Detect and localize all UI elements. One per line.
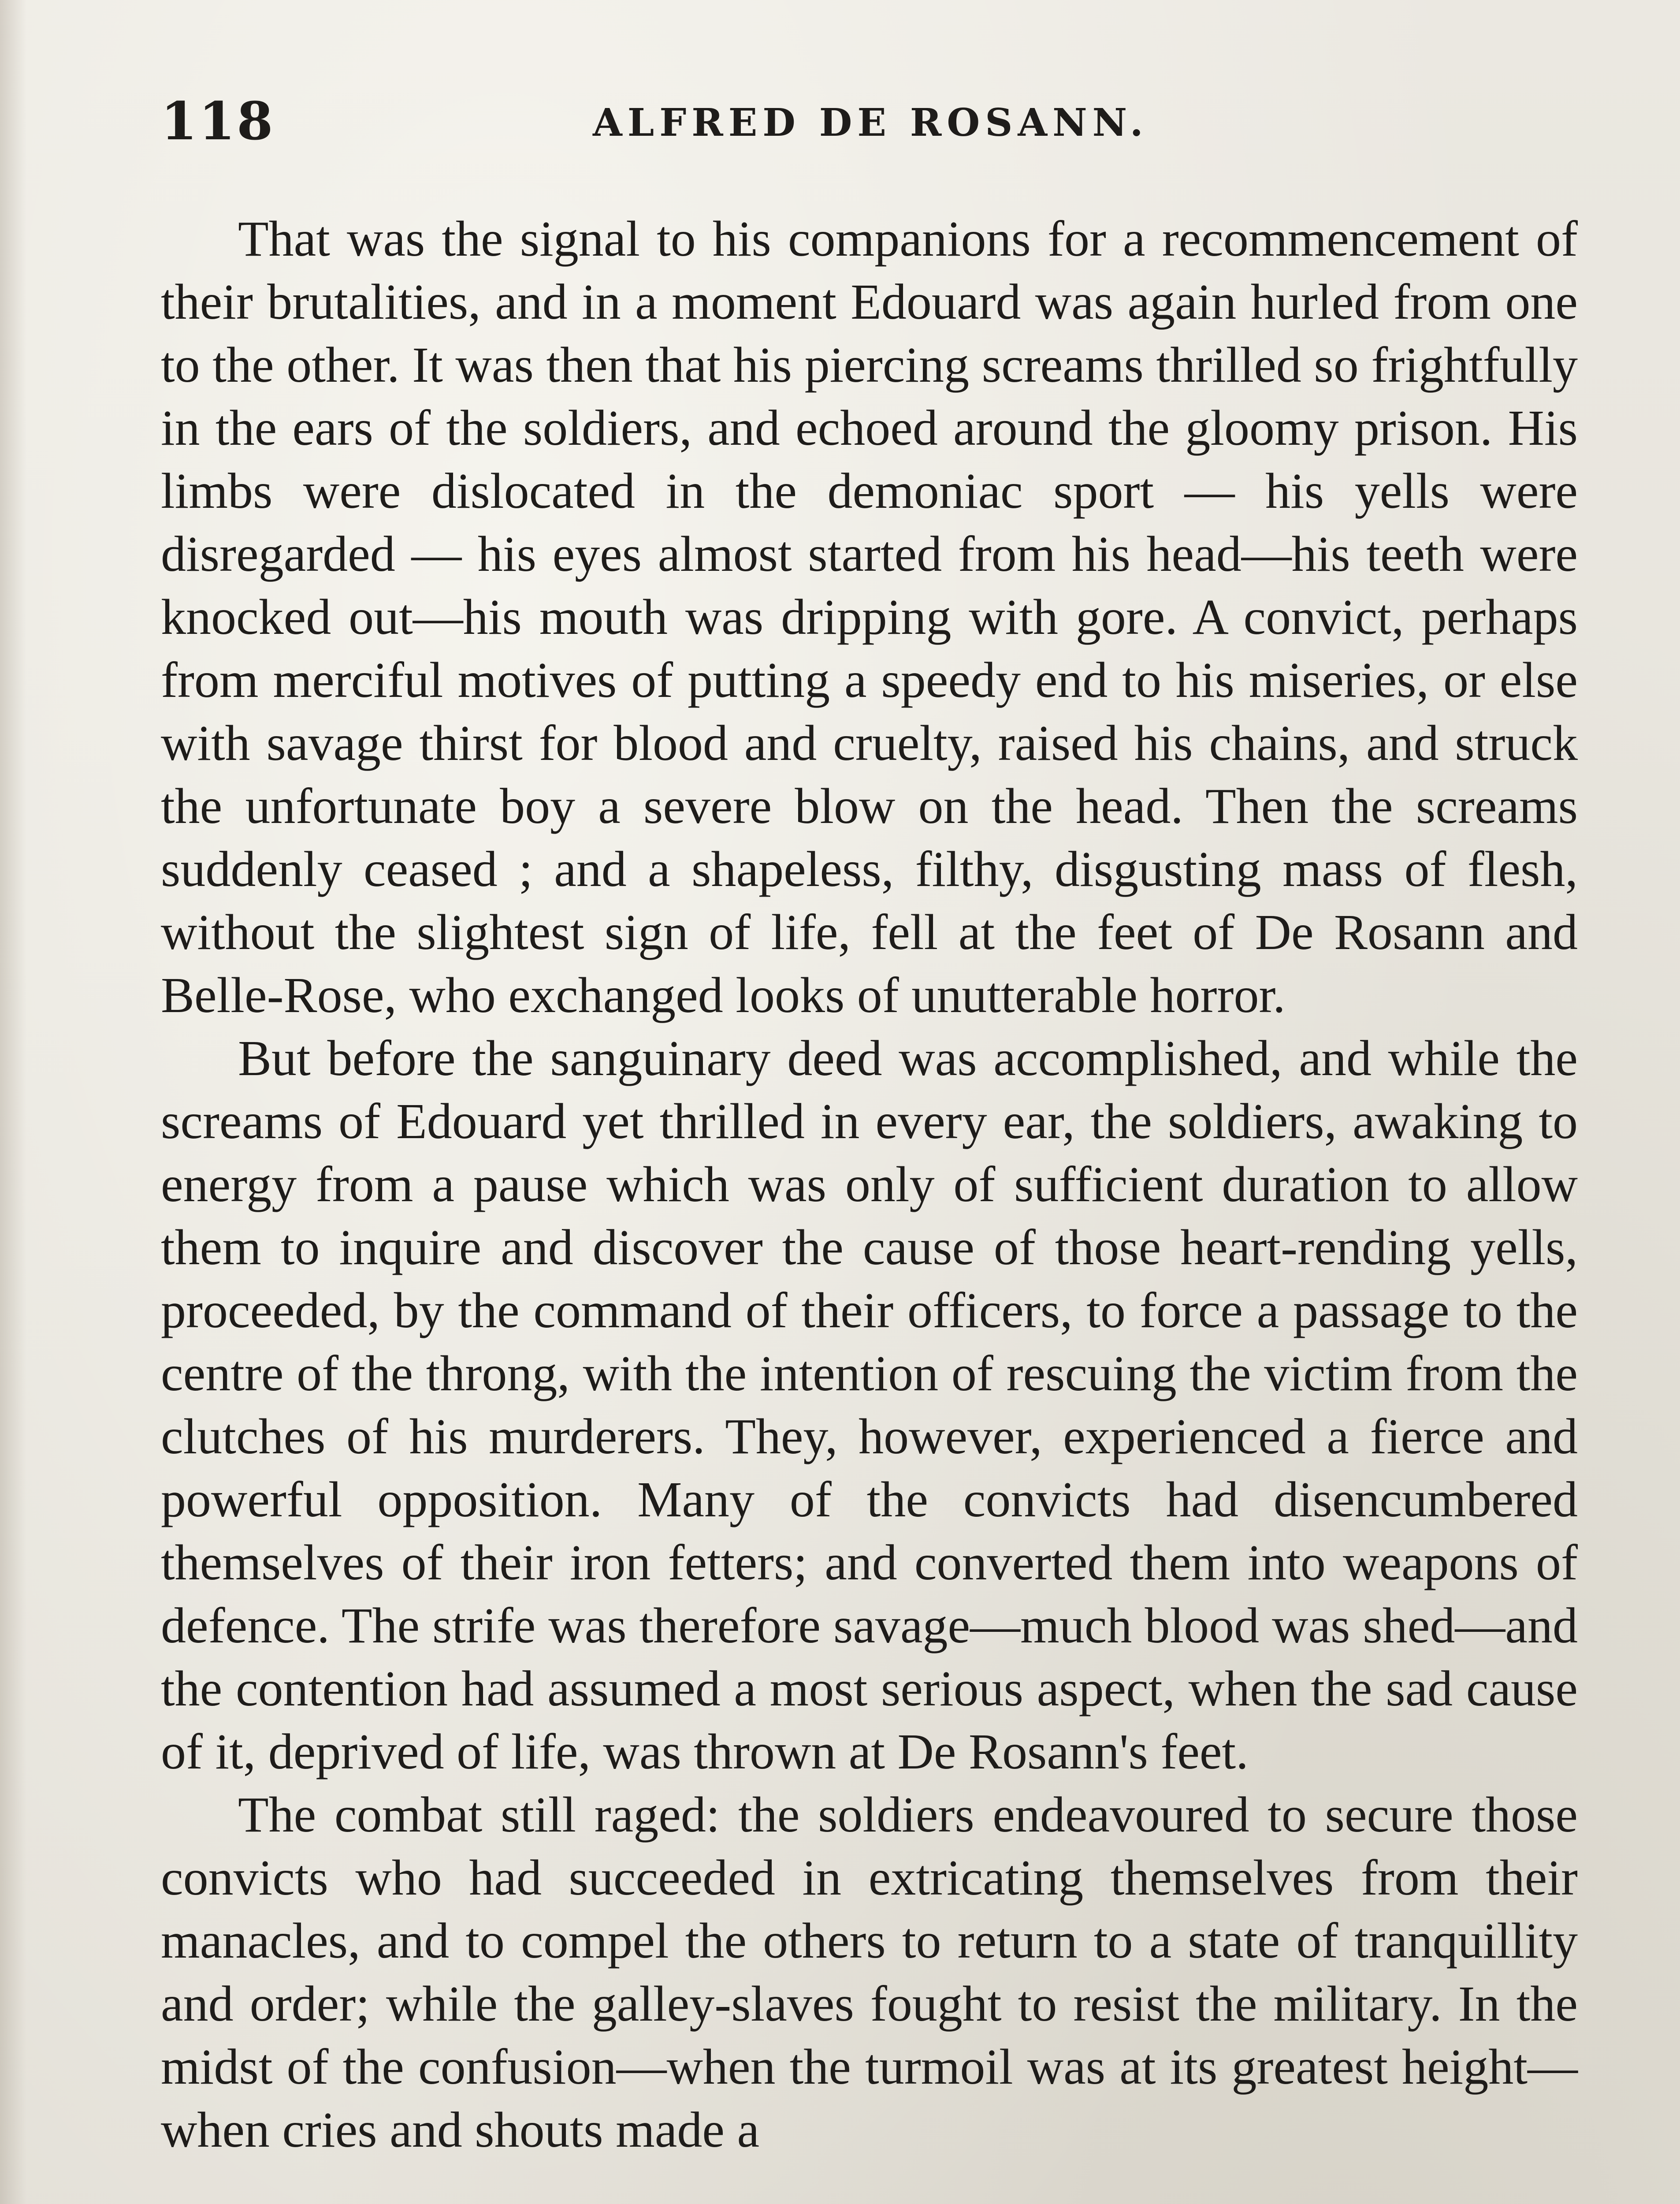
- paragraph-1: That was the signal to his companions for a recommencement of their brutalities, and in a moment Edouard was again hurled from one to the other. It was then that his piercing screams thrilled so frightfully in the ears of the soldiers, and echoed around the gloomy prison. His limbs were dislocated in the demoniac sport — his yells were disregarded — his eyes almost started from his head—his teeth were knocked out—his mouth was dripping with gore. A convict, perhaps from merciful motives of putting a speedy end to his miseries, or else with savage thirst for blood and cruelty, raised his chains, and struck the unfortunate boy a severe blow on the head. Then the screams suddenly ceased ; and a shapeless, filthy, disgusting mass of flesh, without the slightest sign of life, fell at the feet of De Rosann and Belle-Rose, who exchanged looks of unutterable horror.: [161, 211, 1578, 1023]
- page-gutter-shadow: [0, 0, 26, 2204]
- page-header: [161, 88, 1584, 154]
- paragraph-2: But before the sanguinary deed was accomplished, and while the screams of Edouard yet thrilled in every ear, the soldiers, awaking to energy from a pause which was only of sufficient duration to allow them to inquire and discover the cause of those heart-rending yells, proceeded, by the command of their officers, to force a passage to the centre of the throng, with the intention of rescuing the victim from the clutches of his murderers. They, however, experienced a fierce and powerful opposition. Many of the convicts had disencumbered themselves of their iron fetters; and converted them into weapons of defence. The strife was therefore savage—much blood was shed—and the contention had assumed a most serious aspect, when the sad cause of it, deprived of life, was thrown at De Rosann's feet.: [161, 1030, 1578, 1780]
- running-head: ALFRED DE ROSANN.: [593, 101, 1148, 145]
- page-number: 118: [161, 90, 275, 152]
- paragraph-3: The combat still raged: the soldiers endeavoured to secure those convicts who had succeeded in extricating themselves from their manacles, and to compel the others to return to a state of tranquillity and order; while the galley-slaves fought to resist the military. In the midst of the confusion—when the turmoil was at its greatest height—when cries and shouts made a: [161, 1787, 1578, 2158]
- body-text: [161, 207, 1578, 2161]
